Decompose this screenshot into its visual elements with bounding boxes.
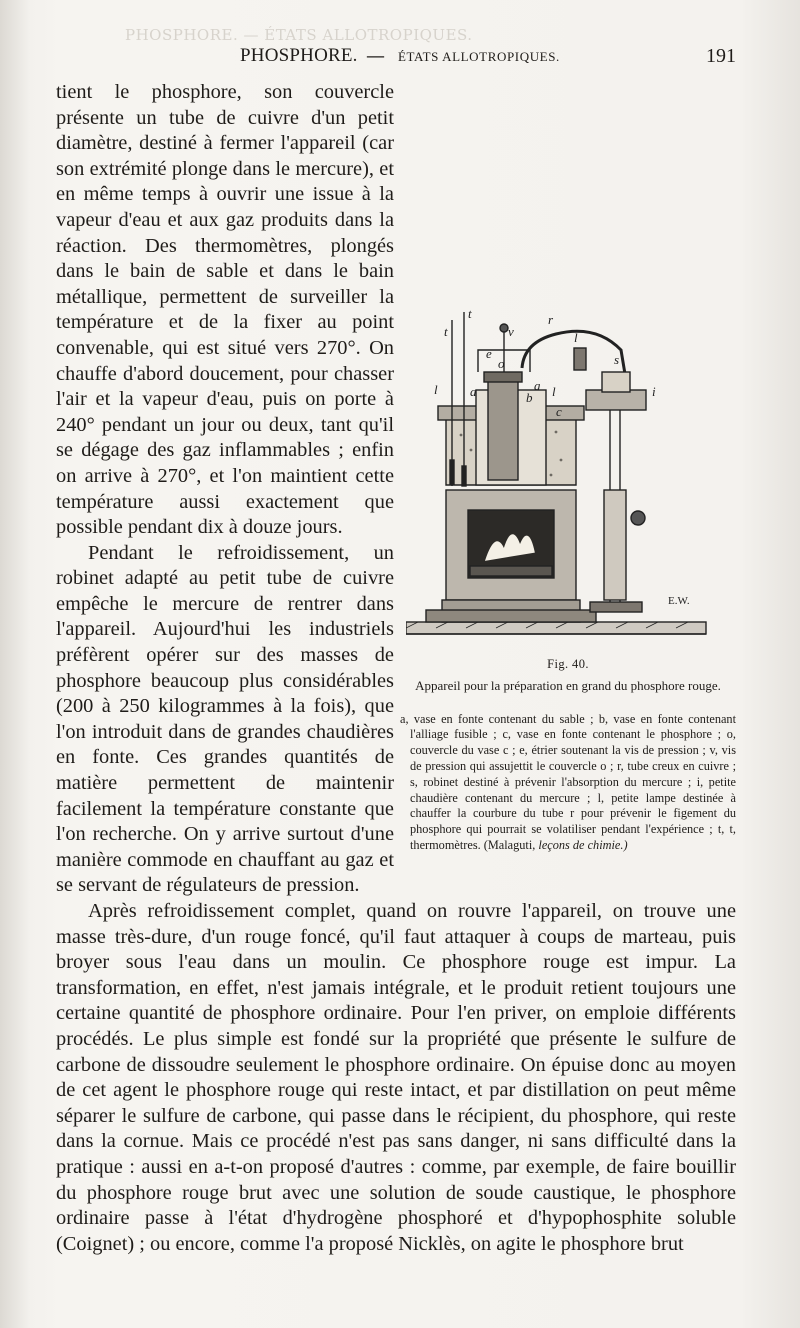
label-v: v <box>508 324 514 339</box>
apparatus-illustration <box>406 310 736 646</box>
label-a2: a <box>534 378 541 393</box>
running-head-title: PHOSPHORE. <box>240 45 358 66</box>
label-l2: l <box>434 382 438 397</box>
running-head-dash: — <box>366 45 385 67</box>
running-head-subtitle: ÉTATS ALLOTROPIQUES. <box>398 49 560 64</box>
label-e: e <box>486 346 492 361</box>
label-c: c <box>556 404 562 419</box>
figure-source-author: (Malaguti, <box>483 837 536 852</box>
bleed-through-text: PHOSPHORE. — ÉTATS ALLOTROPIQUES. <box>125 26 473 44</box>
paragraph-3: Après refroidissement complet, quand on rouvre l'appareil, on trouve une masse très-dure, d'un rouge foncé, qu'il faut attaquer à coups de marteau, puis broyer sous l'eau dans un moulin. Ce phosphore rouge est impur. La transformation, en effet, n'est jamais intégrale, et le produit retient toujours une certaine quantité de phosphore ordinaire. Pour l'en priver, on emploie différents procédés. Le plus simple est fondé sur la propriété que présente le sulfure de carbone de dissoudre seulement le phosphore ordinaire. On épuise donc au moyen de cet agent le phosphore rouge qui reste intact, et par distillation on peut même séparer le sulfure de carbone, qui passe dans le récipient, du phosphore, qui reste dans la cornue. Mais ce procédé n'est pas sans danger, ni sans difficulté dans la pratique : aussi en a-t-on proposé d'autres : comme, par exemple, de faire bouillir du phosphore rouge brut avec une solution de soude caustique, le phosphore ordinaire passe à l'état d'hydrogène phosphoré et d'hypophosphite soluble (Coignet) ; ou encore, comme l'a proposé Nicklès, on agite le phosphore brut <box>56 900 736 1255</box>
engraver-signature: E.W. <box>668 595 690 607</box>
label-i: i <box>652 384 656 399</box>
label-r: r <box>548 312 554 327</box>
label-t1: t <box>444 324 448 339</box>
figure-number: Fig. 40. <box>547 657 589 671</box>
body-text <box>56 80 736 1257</box>
label-o: o <box>498 356 505 371</box>
running-head <box>0 45 800 75</box>
label-s: s <box>614 352 620 367</box>
figure-legend <box>400 712 736 854</box>
label-l3: l <box>552 384 556 399</box>
label-b: b <box>526 390 533 405</box>
figure-source <box>484 838 628 852</box>
figure-source-work: leçons de chimie.) <box>538 837 628 852</box>
figure-40 <box>400 310 736 854</box>
label-t2: t <box>468 310 472 321</box>
label-a1: a <box>470 384 477 399</box>
page-number: 191 <box>706 45 736 67</box>
paragraph-1: tient le phosphore, son couvercle présente un tube de cuivre d'un petit diamètre, destiné à fermer l'appareil (car son extrémité plonge dans le mercure), et en même temps à ouvrir une issue à la vapeur d'eau et aux gaz produits dans la réaction. Des thermomètres, plongés dans le bain de sable et dans le bain métallique, permettent de surveiller la température et de la fixer au point convenable, qui est situé vers 270°. On chauffe d'abord doucement, pour chasser l'air et la vapeur d'eau, puis on porte à 240° pendant un jour ou deux, tant qu'il se dégage des gaz inflammables ; enfin on arrive à 270°, et l'on maintient cette température aussi exactement que possible pendant dix à douze jours. <box>56 81 394 539</box>
label-l1: l <box>574 330 578 345</box>
paragraph-2: Pendant le refroidissement, un robinet adapté au petit tube de cuivre empêche le mercure de rentrer dans l'appareil. Aujourd'hui les industriels préfèrent opérer sur des masses de phosphore beaucoup plus considérables (200 à 250 kilogrammes à la fois), que l'on introduit dans de grandes chaudières en fonte. Ces grandes quantités de matière permettent de maintenir facilement la température constante que l'on recherche. On y arrive surtout d'une manière commode en chauffant au gaz et se servant de régulateurs de pression. <box>56 541 394 897</box>
figure-title: Appareil pour la préparation en grand du phosphore rouge. <box>415 677 721 693</box>
figure-legend-text: a, vase en fonte contenant du sable ; b, vase en fonte contenant l'alliage fusible ; c, vase en fonte contenant le phosphore ; o, couvercle du vase c ; e, étrier soutenant la vis de pression ; v, vis de pression qui assujettit le couvercle o ; r, tube creux en cuivre ; s, robinet destiné à prévenir l'absorption du mercure ; i, petite chaudière contenant du mercure ; l, petite lampe destinée à chauffer la courbure du tube r pour prévenir le figement du phosphore qui pourrait se volatiliser pendant l'expérience ; t, t, thermomètres. <box>400 711 736 852</box>
